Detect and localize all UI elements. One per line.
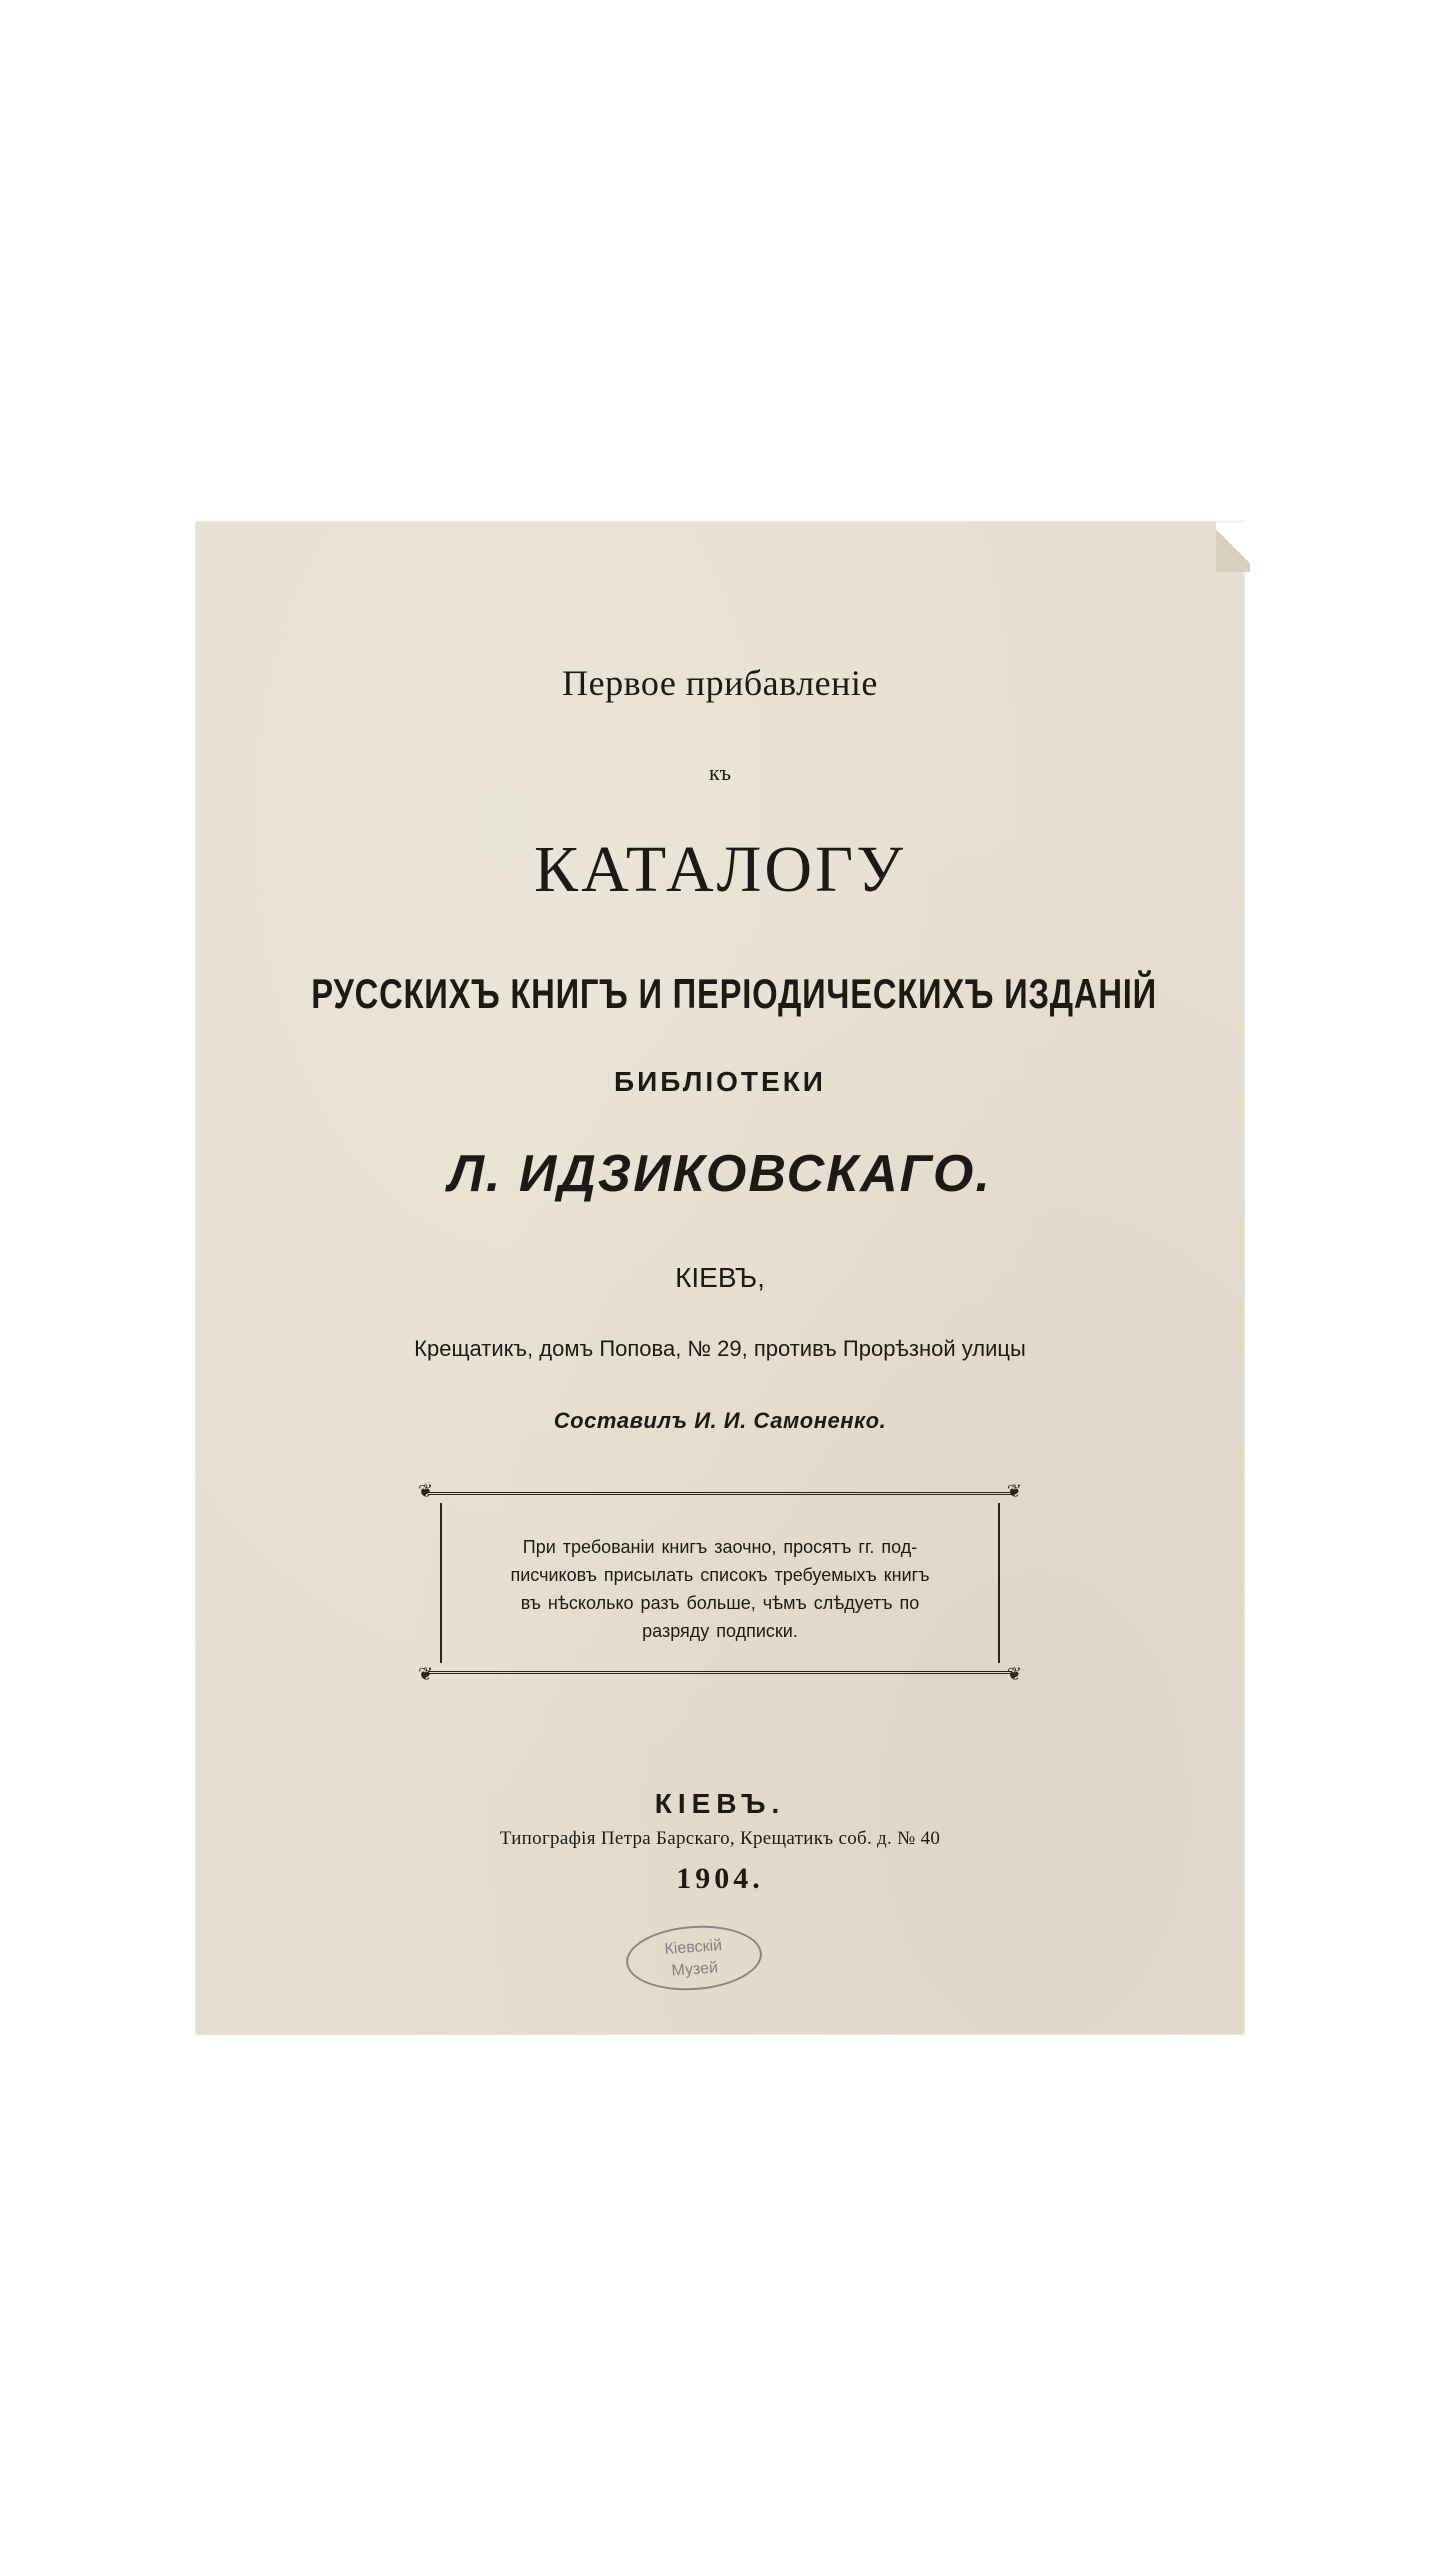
notice-line: въ нѣсколько разъ больше, чѣмъ слѣдуетъ по (520, 1593, 920, 1613)
library-owner-name: Л. ИДЗИКОВСКАГО. (448, 1145, 992, 1203)
publication-year: 1904. (676, 1862, 764, 1895)
catalog-title: КАТАЛОГУ (534, 833, 906, 906)
notice-line: писчиковъ присылать списокъ требуемыхъ книгъ (510, 1565, 930, 1585)
notice-text (462, 1533, 978, 1645)
ornament-icon: ❦ (1006, 1481, 1022, 1502)
catalog-subtitle: РУССКИХЪ КНИГЪ И ПЕРІОДИЧЕСКИХЪ ИЗДАНІЙ (311, 970, 1157, 1017)
library-label: БИБЛІОТЕКИ (614, 1066, 826, 1097)
notice-line: разряду подписки. (642, 1621, 798, 1641)
compiler-credit: Составилъ И. И. Самоненко. (553, 1408, 887, 1433)
city-line: КІЕВЪ, (675, 1262, 765, 1293)
library-address: Крещатикъ, домъ Попова, № 29, противъ Прорѣзной улицы (414, 1336, 1026, 1361)
imprint-city: КІЕВЪ. (654, 1788, 786, 1819)
museum-stamp (624, 1921, 764, 1994)
stamp-line: Кіевскій (663, 1937, 723, 1959)
ornament-icon: ❦ (418, 1664, 434, 1685)
printer-line: Типографія Петра Барскаго, Крещатикъ соб. д. № 40 (499, 1828, 941, 1849)
notice-line: При требованіи книгъ заочно, просятъ гг. под- (522, 1537, 918, 1557)
ornament-icon: ❦ (1006, 1664, 1022, 1685)
notice-box (418, 1481, 1022, 1685)
preposition-to: къ (708, 760, 732, 785)
first-supplement-heading: Первое прибавленіе (562, 663, 878, 703)
ornament-icon: ❦ (418, 1481, 434, 1502)
stamp-line: Музей (671, 1959, 719, 1980)
title-page (196, 522, 1244, 2034)
